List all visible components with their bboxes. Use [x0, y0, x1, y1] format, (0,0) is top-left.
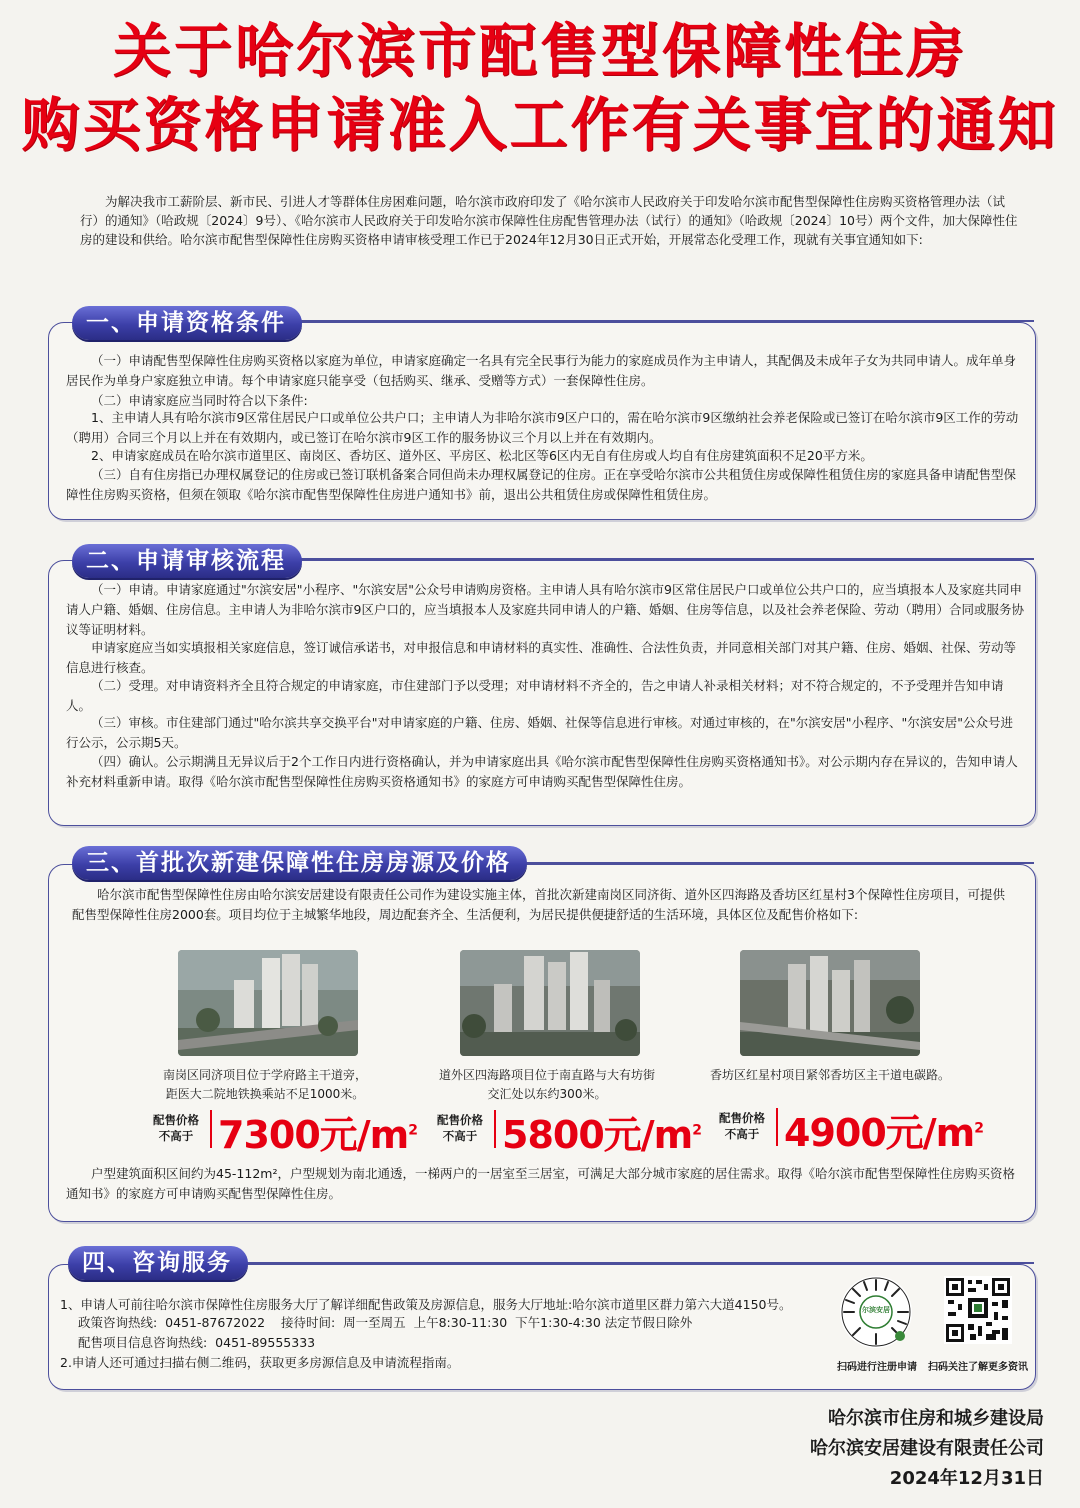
s2-para-4: （三）审核。市住建部门通过"哈尔滨共享交换平台"对申请家庭的户籍、住房、婚姻、社保等信息进行审核。对通过审核的，在"尔滨安居"小程序、"尔滨安居"公众号进行公示，公示期5天。: [66, 715, 1014, 750]
section4-rule: [238, 1262, 1034, 1264]
price-label: [430, 1112, 490, 1144]
price-sihai: [430, 1106, 701, 1157]
project-desc-hongxing: [700, 1066, 960, 1085]
notice-title-line2: 购买资格申请准入工作有关事宜的通知: [21, 91, 1059, 159]
project-rendering-hongxing: [740, 950, 920, 1056]
section3-heading: 三、首批次新建保障性住房房源及价格: [72, 846, 527, 880]
price-tongji: [146, 1106, 417, 1157]
price-label-line: 不高于: [724, 1127, 760, 1141]
price-divider: [776, 1108, 778, 1146]
s2-para-2: 申请家庭应当如实填报相关家庭信息，签订诚信承诺书，对申报信息和申请材料的真实性、准确性、合法性负责，并同意相关部门对其户籍、住房、婚姻、社保、劳动等信息进行核查。: [66, 640, 1017, 675]
signature-org2: 哈尔滨安居建设有限责任公司: [810, 1438, 1044, 1459]
s1-para-5: （三）自有住房指已办理权属登记的住房或已签订联机备案合同但尚未办理权属登记的住房。正在享受哈尔滨市公共租赁住房或保障性租赁住房的家庭具备申请配售型保障性住房购买资格，但须在领取《哈尔滨市配售型保障性住房进户通知书》前，退出公共租赁住房或保障性租赁住房。: [66, 467, 1017, 502]
qr1-caption: 扫码进行注册申请: [837, 1362, 917, 1373]
intro-paragraph: 为解决我市工薪阶层、新市民、引进人才等群体住房困难问题，哈尔滨市政府印发了《哈尔滨市人民政府关于印发哈尔滨市配售型保障性住房购买资格管理办法（试行）的通知》（哈政规〔2024〕9号）、《哈尔滨市人民政府关于印发哈尔滨市保障性住房配售管理办法（试行）的通知》（哈政规〔2024〕10号）两个文件，加大保障性住房的建设和供给。哈尔滨市配售型保障性住房购买资格申请审核受理工作已于2024年12月30日正式开始，开展常态化受理工作，现就有关事宜通知如下:: [80, 194, 1018, 247]
s2-para-5: （四）确认。公示期满且无异议后于2个工作日内进行资格确认，并为申请家庭出具《哈尔滨市配售型保障性住房购买资格通知书》。对公示期内存在异议的，告知申请人补充材料重新申请。取得《哈尔滨市配售型保障性住房购买资格通知书》的家庭方可申请购买配售型保障性住房。: [66, 754, 1018, 789]
project-rendering-sihai: [460, 950, 640, 1056]
price-divider: [210, 1110, 212, 1148]
consult-line-3: 配售项目信息咨询热线: 0451-89555333: [78, 1335, 316, 1350]
price-label-line: 不高于: [442, 1129, 478, 1143]
project-desc-line: 距医大二院地铁换乘站不足1000米。: [165, 1087, 365, 1101]
s1-para-2: （二）申请家庭应当同时符合以下条件:: [91, 393, 308, 408]
project-desc-line: 南岗区同济项目位于学府路主干道旁，: [162, 1068, 367, 1082]
project-desc-tongji: [130, 1066, 400, 1104]
s3-footer: 户型建筑面积区间约为45-112m²，户型规划为南北通透，一梯两户的一居室至三居室，可满足大部分城市家庭的居住需求。取得《哈尔滨市配售型保障性住房购买资格通知书》的家庭方可申请购买配售型保障性住房。: [66, 1166, 1015, 1201]
section2-rule: [288, 558, 1034, 560]
price-label-line: 配售价格: [153, 1113, 199, 1127]
s3-intro: 哈尔滨市配售型保障性住房由哈尔滨安居建设有限责任公司作为建设实施主体，首批次新建南岗区同济街、道外区四海路及香坊区红星村3个保障性住房项目，可提供配售型保障性住房2000套。项目均位于主城繁华地段，周边配套齐全、生活便利，为居民提供便捷舒适的生活环境，具体区位及配售价格如下:: [72, 887, 1005, 922]
s1-para-3: 1、主申请人具有哈尔滨市9区常住居民户口或单位公共户口；主申请人为非哈尔滨市9区户口的，需在哈尔滨市9区缴纳社会养老保险或已签订在哈尔滨市9区工作的劳动（聘用）合同三个月以上并在有效期内，或已签订在哈尔滨市9区工作的服务协议三个月以上并在有效期内。: [66, 410, 1019, 445]
section3-rule: [494, 862, 1034, 864]
price-label: [146, 1112, 206, 1144]
qr2-caption: 扫码关注了解更多资讯: [928, 1362, 1028, 1373]
section1-rule: [288, 320, 1034, 322]
price-label: [712, 1110, 772, 1142]
project-desc-line: 道外区四海路项目位于南直路与大有坊街: [438, 1068, 655, 1082]
s2-para-3: （二）受理。对申请资料齐全且符合规定的申请家庭，市住建部门予以受理；对申请材料不齐全的，告之申请人补录相关材料；对不符合规定的，不予受理并告知申请人。: [66, 678, 1004, 713]
price-label-line: 不高于: [158, 1129, 194, 1143]
price-label-line: 配售价格: [719, 1111, 765, 1125]
s1-para-4: 2、申请家庭成员在哈尔滨市道里区、南岗区、香坊区、道外区、平房区、松北区等6区内无自有住房或人均自有住房建筑面积不足20平方米。: [91, 448, 873, 463]
project-desc-sihai: [412, 1066, 682, 1104]
project-rendering-tongji: [178, 950, 358, 1056]
price-label-line: 配售价格: [437, 1113, 483, 1127]
signature-org1: 哈尔滨市住房和城乡建设局: [828, 1408, 1044, 1429]
s1-para-1: （一）申请配售型保障性住房购买资格以家庭为单位，申请家庭确定一名具有完全民事行为能力的家庭成员作为主申请人，其配偶及未成年子女为共同申请人。成年单身居民作为单身户家庭独立申请。每个申请家庭只能享受（包括购买、继承、受赠等方式）一套保障性住房。: [66, 353, 1017, 388]
price-value: 7300元$/m^2$: [218, 1113, 417, 1157]
consult-line-4: 2.申请人还可通过扫描右侧二维码，获取更多房源信息及申请流程指南。: [60, 1355, 460, 1370]
price-value: 4900元$/m^2$: [784, 1111, 983, 1155]
project-desc-line: 交汇处以东约300米。: [487, 1087, 607, 1101]
notice-title-line1: 关于哈尔滨市配售型保障性住房: [112, 17, 967, 85]
consult-line-1: 1、申请人可前往哈尔滨市保障性住房服务大厅了解详细配售政策及房源信息，服务大厅地址:哈尔滨市道里区群力第六大道4150号。: [60, 1297, 792, 1312]
qr-code-icon[interactable]: [944, 1276, 1012, 1344]
price-value: 5800元$/m^2$: [502, 1113, 701, 1157]
section2-heading: 二、申请审核流程: [72, 544, 302, 578]
price-hongxing: [712, 1104, 983, 1155]
miniprogram-logo-text: 尔滨安居: [862, 1306, 890, 1314]
s2-para-1: （一）申请。申请家庭通过"尔滨安居"小程序、"尔滨安居"公众号申请购房资格。主申请人具有哈尔滨市9区常住居民户口或单位公共户口的，应当填报本人及家庭共同申请人户籍、婚姻、住房信息。主申请人为非哈尔滨市9区户口的，应当填报本人及家庭共同申请人的户籍、婚姻、住房等信息，以及社会养老保险、劳动（聘用）合同或服务协议等证明材料。: [66, 582, 1024, 637]
consult-line-2: 政策咨询热线: 0451-87672022 接待时间: 周一至周五 上午8:30-11:30 下午1:30-4:30 法定节假日除外: [78, 1315, 693, 1330]
section4-heading: 四、咨询服务: [68, 1246, 248, 1280]
price-divider: [494, 1110, 496, 1148]
section1-heading: 一、申请资格条件: [72, 306, 302, 340]
signature-date: 2024年12月31日: [889, 1468, 1044, 1489]
project-desc-line: 香坊区红星村项目紧邻香坊区主干道电碳路。: [709, 1068, 950, 1082]
